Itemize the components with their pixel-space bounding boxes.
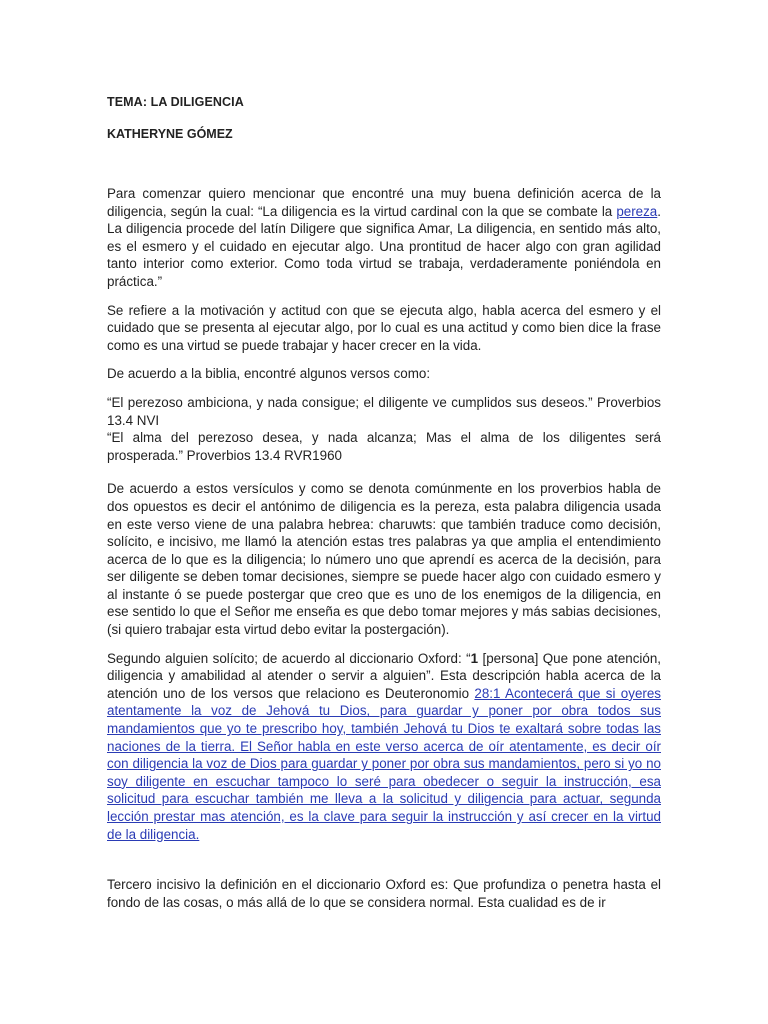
paragraph-intro-text-b: . La diligencia procede del latín Diligere que significa Amar, La diligencia, en sentido más alto, es el esmero y el cuidado en ejecutar algo. Una prontitud de hacer algo con gran agilidad tanto interior como exterior. Como toda virtud se trabaja, verdaderamente poniéndola en práctica.”	[107, 203, 661, 289]
paragraph-intro	[107, 185, 661, 291]
paragraph-incisivo: Tercero incisivo la definición en el diccionario Oxford es: Que profundiza o penetra hasta el fondo de las cosas, o más allá de lo que se considera normal. Esta cualidad es de ir	[107, 877, 661, 910]
paragraph-solicito-text-b: [persona] Que pone atención, diligencia y amabilidad al atender o servir a alguien”. Esta descripción habla acerca de la atención uno de los versos que relaciono es Deuteronomio	[107, 650, 661, 701]
paragraph-bible-intro: De acuerdo a la biblia, encontré algunos versos como:	[107, 366, 431, 382]
link-pereza[interactable]: pereza	[616, 203, 658, 219]
link-deuteronomio[interactable]: 28:1 Acontecerá que si oyeres atentamente la voz de Jehová tu Dios, para guardar y poner por obra todos sus mandamientos que yo te prescribo hoy, también Jehová tu Dios te exaltará sobre todas las naciones de la tierra. El Señor habla en este verso acerca de oír atentamente, es decir oír con diligencia la voz de Dios para guardar y poner por obra sus mandamientos, pero si yo no soy diligente en escuchar tampoco lo seré para obedecer o seguir la instrucción, esa solicitud para escuchar también me lleva a la solicitud y diligencia para actuar, segunda lección prestar mas atención, es la clave para seguir la instrucción y así crecer en la virtud de la diligencia.	[107, 685, 661, 842]
spacer	[107, 854, 661, 876]
paragraph-solicito-text-a: Segundo alguien solícito; de acuerdo al diccionario Oxford: “	[107, 650, 471, 666]
document-title: TEMA: LA DILIGENCIA	[107, 95, 244, 109]
paragraph-solicito	[107, 650, 661, 844]
verse-rvr1960: “El alma del perezoso desea, y nada alcanza; Mas el alma de los diligentes será prosperada.” Proverbios 13.4 RVR1960	[107, 430, 661, 463]
document-author: KATHERYNE GÓMEZ	[107, 127, 233, 141]
definition-number: 1	[470, 650, 479, 666]
verse-nvi: “El perezoso ambiciona, y nada consigue; el diligente ve cumplidos sus deseos.” Proverbios 13.4 NVI	[107, 394, 661, 428]
paragraph-motivation: Se refiere a la motivación y actitud con que se ejecuta algo, habla acerca del esmero y el cuidado que se presenta al ejecutar algo, por lo cual es una actitud y como bien dice la frase como es una virtud se puede trabajar y hacer crecer en la vida.	[107, 302, 661, 353]
paragraph-decision: De acuerdo a estos versículos y como se denota comúnmente en los proverbios habla de dos opuestos es decir el antónimo de diligencia es la pereza, esta palabra diligencia usada en este verso viene de una palabra hebrea: charuwts: que también traduce como decisión, solícito, e incisivo, me llamó la atención estas tres palabras ya que amplia el entendimiento acerca de lo que es la diligencia; lo número uno que aprendí es acerca de la decisión, para ser diligente se deben tomar decisiones, siempre se puede hacer algo con cuidado esmero y al instante ó se puede postergar que creo que es uno de los enemigos de la diligencia, en ese sentido lo que el Señor me enseña es que debo tomar mejores y más sabias decisiones, (si quiero trabajar esta virtud debo evitar la postergación).	[107, 481, 661, 638]
paragraph-intro-text-a: Para comenzar quiero mencionar que encontré una muy buena definición acerca de la diligencia, según la cual: “La diligencia es la virtud cardinal con la que se combate la	[107, 186, 661, 219]
